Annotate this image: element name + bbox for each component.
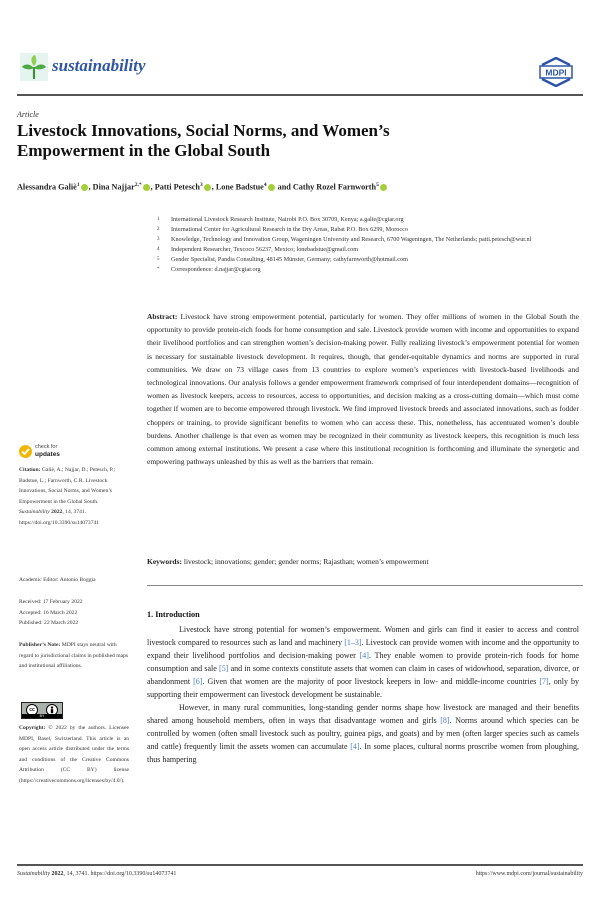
section-heading: 1. Introduction bbox=[147, 610, 200, 619]
copyright-block bbox=[19, 723, 129, 786]
by-label: BY bbox=[22, 714, 62, 718]
accepted-date: Accepted: 16 March 2022 bbox=[19, 609, 78, 616]
publication-dates bbox=[19, 597, 129, 629]
keywords-text: livestock; innovations; gender; gender norms; Rajasthan; women’s empowerment bbox=[183, 557, 429, 566]
keywords bbox=[147, 557, 579, 566]
sprout-icon bbox=[20, 53, 48, 81]
orcid-icon[interactable] bbox=[204, 184, 211, 191]
affiliation bbox=[157, 235, 577, 245]
affiliation-text: Independent Researcher, Texcoco 56237, Mexico; lonebadstue@gmail.com bbox=[171, 246, 359, 253]
affiliations bbox=[157, 215, 577, 275]
section-divider bbox=[147, 585, 583, 586]
paragraph bbox=[147, 701, 579, 766]
published-date: Published: 22 March 2022 bbox=[19, 620, 79, 626]
footer-citation bbox=[17, 871, 176, 877]
author-affil-sup: 1 bbox=[76, 182, 80, 188]
correspondence-text: Correspondence: d.najjar@cgiar.org bbox=[171, 266, 261, 273]
citation-journal: Sustainability bbox=[19, 509, 50, 515]
affiliation-text: Knowledge, Technology and Innovation Group, Wageningen University and Research, 6700 Wageningen, The Netherlands; patti.petesch@wur.nl bbox=[171, 236, 532, 243]
cc-icon: cc bbox=[26, 704, 38, 716]
citation-link[interactable]: [6] bbox=[193, 677, 203, 686]
citation-link[interactable]: [7] bbox=[539, 677, 549, 686]
citation-text: Galiè, A.; Najjar, D.; Petesch, P.; Badstue, L.; Farnworth, C.R. Livestock Innovations, Social Norms, and Women’s Empowerment in the Global South. bbox=[19, 467, 116, 505]
affiliation-text: International Livestock Research Institute, Nairobi P.O. Box 30709, Kenya; a.galie@cgiar.org bbox=[171, 216, 404, 223]
affiliation-text: Gender Specialist, Pandia Consulting, 48145 Münster, Germany; cathyfarnworth@hotmail.com bbox=[171, 256, 408, 263]
orcid-icon[interactable] bbox=[81, 184, 88, 191]
copyright-text: © 2022 by the authors. Licensee MDPI, Basel, Switzerland. This article is an open access article distributed under the terms and conditions of the Creative Commons Attribution (CC BY) license (https://creativecommons.org/licenses/by/4.0/). bbox=[19, 725, 129, 784]
citation-link[interactable]: [4] bbox=[359, 651, 369, 660]
footer-doi[interactable]: , 14, 3741. https://doi.org/10.3390/su14073741 bbox=[63, 871, 177, 877]
publisher-note bbox=[19, 640, 129, 672]
author-name[interactable]: Patti Petesch bbox=[154, 182, 200, 192]
author-name[interactable]: Alessandra Galiè bbox=[17, 182, 77, 192]
citation-doi[interactable]: , 14, 3741. https://doi.org/10.3390/su14073741 bbox=[19, 509, 100, 526]
text-run: and in some contexts constitute assets that women can claim in cases of widowhood, separation, divorce, or abandonment bbox=[147, 664, 580, 686]
check-for-updates-button[interactable] bbox=[19, 444, 63, 460]
author-sep: , bbox=[88, 182, 93, 192]
article-type: Article bbox=[17, 110, 39, 119]
citation-year: 2022 bbox=[49, 509, 63, 515]
affiliation-number: 5 bbox=[157, 257, 160, 262]
citation-link[interactable]: [5] bbox=[219, 664, 229, 673]
text-run: However, in many rural communities, long-standing gender norms shape how livestock are managed and their benefits shared among household members, often in ways that disadvantage women and girls bbox=[147, 703, 579, 725]
journal-logo bbox=[20, 53, 48, 81]
citation-block bbox=[19, 465, 129, 528]
orcid-icon[interactable] bbox=[143, 184, 150, 191]
creative-commons-by-icon[interactable] bbox=[21, 702, 63, 719]
affiliation-number: 1 bbox=[157, 217, 160, 222]
text-run: . Given that women are the majority of poor livestock keepers in low- and middle-income countries bbox=[202, 677, 540, 686]
keywords-label: Keywords: bbox=[147, 557, 182, 566]
affiliation-text: International Center for Agricultural Research in the Dry Areas, Rabat P.O. Box 6299, Morocco bbox=[171, 226, 408, 233]
footer-journal: Sustainability bbox=[17, 871, 50, 877]
citation-label: Citation: bbox=[19, 467, 41, 473]
publisher-logo-text: MDPI bbox=[545, 67, 567, 78]
affiliation-number: 4 bbox=[157, 247, 160, 252]
affiliation bbox=[157, 245, 577, 255]
text-run: . In some places, cultural norms proscribe women from ploughing, thus hampering bbox=[147, 742, 579, 764]
introduction-body bbox=[147, 623, 579, 766]
header-rule bbox=[17, 94, 583, 96]
check-line2: updates bbox=[35, 451, 60, 458]
author-name[interactable]: Lone Badstue bbox=[215, 182, 264, 192]
paragraph bbox=[147, 623, 579, 701]
text-run: . They enable women to provide protein-rich foods for home consumption and sale bbox=[147, 651, 579, 673]
author-affil-sup: 3 bbox=[199, 182, 203, 188]
affiliation-number: 2 bbox=[157, 227, 160, 232]
citation-link[interactable]: [4] bbox=[350, 742, 360, 751]
author-and: and bbox=[275, 182, 293, 192]
author-affil-sup: 2,* bbox=[134, 182, 142, 188]
affiliation bbox=[157, 255, 577, 265]
orcid-icon[interactable] bbox=[268, 184, 275, 191]
check-line1: check for bbox=[35, 444, 58, 450]
abstract-label: Abstract: bbox=[147, 312, 178, 321]
author-affil-sup: 4 bbox=[263, 182, 267, 188]
checkmark-icon bbox=[19, 445, 32, 458]
publisher-note-label: Publisher’s Note: bbox=[19, 642, 61, 648]
mdpi-hexagon-icon bbox=[536, 57, 576, 87]
correspondence bbox=[157, 265, 577, 275]
abstract bbox=[147, 310, 579, 468]
footer-rule bbox=[17, 864, 583, 866]
citation-link[interactable]: [1–3] bbox=[344, 638, 362, 647]
publisher-note-text: MDPI stays neutral with regard to jurisdictional claims in published maps and institutional affiliations. bbox=[19, 642, 129, 669]
affiliation-number: * bbox=[157, 267, 160, 272]
text-run: , only by supporting their empowerment can livestock development be sustainable. bbox=[147, 677, 579, 699]
footer-journal-url[interactable]: https://www.mdpi.com/journal/sustainability bbox=[475, 871, 583, 877]
check-for-updates-label bbox=[35, 444, 60, 459]
affiliation bbox=[157, 215, 577, 225]
academic-editor: Academic Editor: Antonio Boggia bbox=[19, 577, 96, 583]
copyright-label: Copyright: bbox=[19, 725, 46, 731]
received-date: Received: 17 February 2022 bbox=[19, 599, 83, 605]
orcid-icon[interactable] bbox=[380, 184, 387, 191]
publisher-logo bbox=[536, 57, 576, 87]
text-run: . Norms around which species can be controlled by women (often small livestock such as poultry, guinea pigs, and goats) and by men (often larger species such as camels and cattle) frequently limit the assets women can accumulate bbox=[147, 716, 580, 751]
author-sep: , bbox=[150, 182, 155, 192]
abstract-text: Livestock have strong empowerment potential, particularly for women. They offer millions of women in the Global South the opportunity to provide protein-rich foods for home consumption and sale. Livestock provide women with income and opportunities to expand their livelihood portfolios and can strengthen women’s decision-making power. Fully realizing livestock’s empowerment potential for women is necessary for sustainable livestock development. It requires, though, that gender-equitable dynamics and norms are supported in rural communities. We draw on 73 village cases from 13 countries to explore women’s experiences with livestock-based livelihoods and technological innovations. Our analysis follows a gender empowerment framework comprised of four interdependent domains—recognition of women as livestock keepers, access to resources, access to opportunities, and decision making as a cross-cutting domain—which must come together if women are to become empowered through livestock. We find improved livestock breeds and associated innovations, such as fodder choppers or training, to provide significant benefits to women who can access these. This, nonetheless, has accentuated women’s double burdens. Another challenge is that even as women may be recognized in their community as livestock keepers, this recognition is much less common among external institutions. We present a case where this institutional recognition is forthcoming and illuminate the synergetic and empowering pathways unleashed by this as well as the barriers that remain. bbox=[147, 312, 580, 467]
author-sep: , bbox=[211, 182, 216, 192]
author-affil-sup: 5 bbox=[376, 182, 379, 188]
text-run: Livestock have strong potential for women’s empowerment. Women and girls can find it easier to access and control livestock compared to resources such as land and machinery bbox=[147, 625, 579, 647]
author-name[interactable]: Dina Najjar bbox=[92, 182, 135, 192]
author-list bbox=[17, 182, 577, 192]
article-title: Livestock Innovations, Social Norms, and Women’s Empowerment in the Global South bbox=[17, 121, 390, 160]
author-name[interactable]: Cathy Rozel Farnworth bbox=[292, 182, 377, 192]
text-run: . Livestock can provide women with income and the opportunity to expand their livelihood portfolios and decision-making power bbox=[147, 638, 579, 660]
footer-year: 2022 bbox=[51, 871, 64, 877]
citation-link[interactable]: [8] bbox=[440, 716, 450, 725]
affiliation bbox=[157, 225, 577, 235]
journal-name: sustainability bbox=[52, 56, 146, 75]
affiliation-number: 3 bbox=[157, 237, 160, 242]
